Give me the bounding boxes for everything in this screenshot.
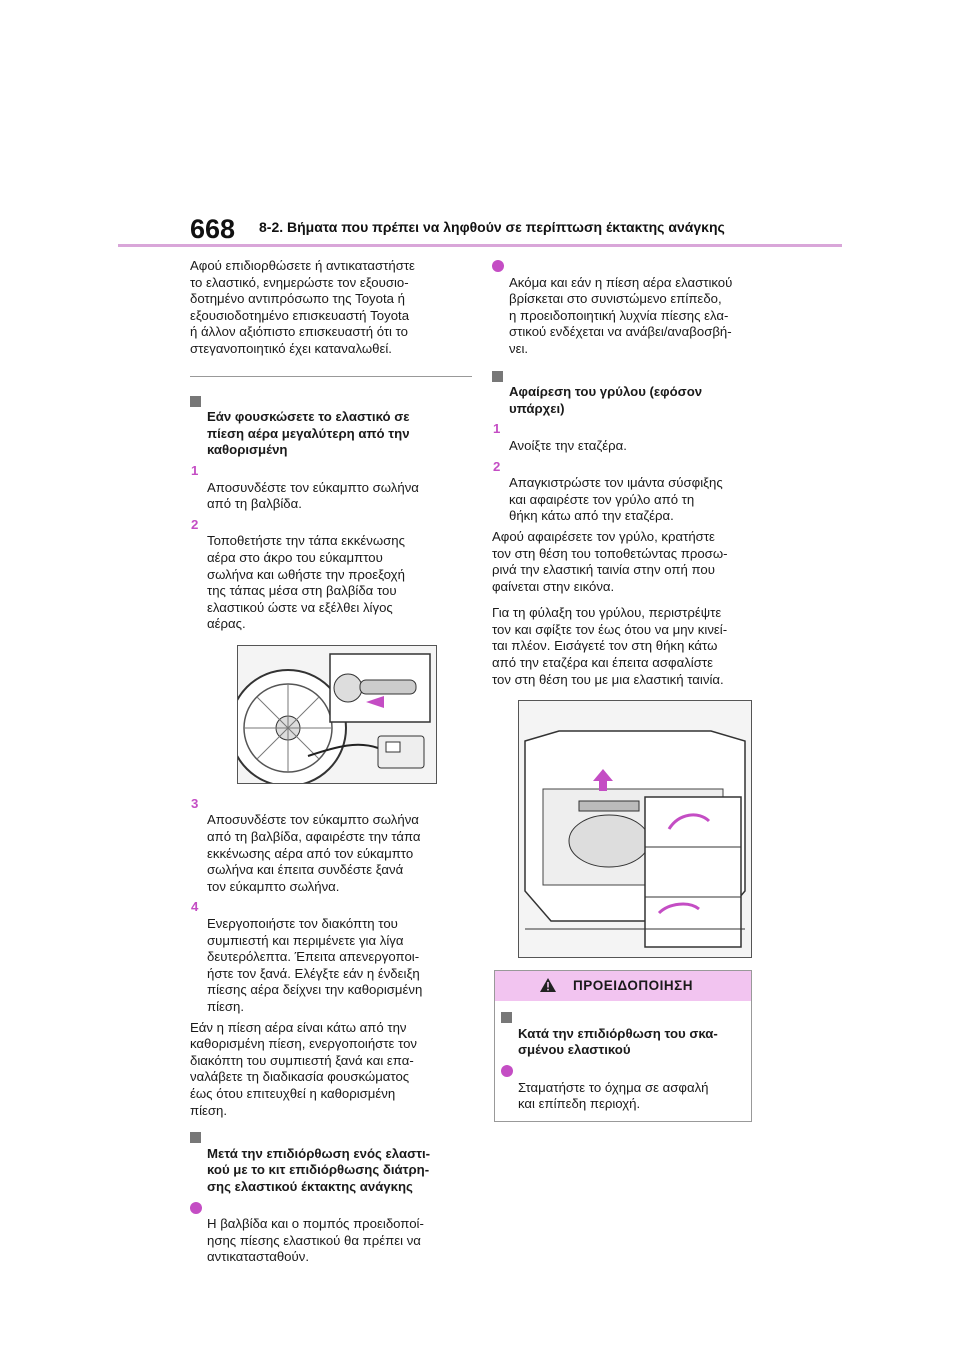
round-bullet-icon (501, 1065, 513, 1077)
step-text: Ενεργοποιήστε τον διακόπτη του συμπιεστή και περιμένετε για λίγα δευτερόλεπτα. Έπειτα απενεργοποι- ήστε τον ξανά. Ελέγξτε εάν η ένδειξη πίεσης αέρα δείχνει την καθορισμένη πίεση. (207, 916, 423, 1014)
step-text: Απαγκιστρώστε τον ιμάντα σύσφιξης και αφαιρέστε τον γρύλο από τη θήκη κάτω από την εταζέρα. (509, 475, 723, 524)
square-bullet-icon (190, 1132, 201, 1143)
step-number: 4 (191, 899, 199, 915)
illustration-valve-cap (237, 645, 437, 784)
intro-paragraph: Αφού επιδιορθώσετε ή αντικαταστήστε το ελαστικό, ενημερώστε τον εξουσιο- δοτημένο αντιπρόσωπο της Toyota ή εξουσιοδοτημένο επισκευαστή Toyota ή άλλον αξιόπιστο επισκευαστή ότι το στεγανοποιητικό έχει καταναλωθεί. (190, 258, 415, 356)
step-text: Αποσυνδέστε τον εύκαμπτο σωλήνα από τη βαλβίδα, αφαιρέστε την τάπα εκκένωσης αέρα από τον εύκαμπτο σωλήνα και έπειτα συνδέστε ξανά τον εύκαμπτο σωλήνα. (207, 812, 421, 894)
section-divider (190, 376, 472, 377)
warning-heading (501, 1009, 745, 1059)
valve-cap-drawing (238, 646, 436, 783)
heading-after-repair (190, 1129, 472, 1195)
pressure-paragraph: Εάν η πίεση αέρα είναι κάτω από την καθορισμένη πίεση, ενεργοποιήστε τον διακόπτη του συμπιεστή ξανά και επα- ναλάβετε τη διαδικασία φουσκώματος έως ότου επιτευχθεί η καθορισμένη πίεση. (190, 1019, 418, 1118)
heading-text: Αφαίρεση του γρύλου (εφόσον υπάρχει) (509, 384, 703, 416)
square-bullet-icon (492, 371, 503, 382)
bullet-text: Σταματήστε το όχημα σε ασφαλή και επίπεδη περιοχή. (518, 1079, 709, 1112)
warning-title: ΠΡΟΕΙΔΟΠΟΙΗΣΗ (573, 978, 693, 994)
heading-text: Μετά την επιδιόρθωση ενός ελαστι- κού με το κιτ επιδιόρθωσης διάτρη- σης ελαστικού έκτακτης ανάγκης (207, 1145, 431, 1194)
step-item (190, 517, 472, 633)
warning-header (495, 971, 751, 1001)
step-number: 1 (493, 421, 501, 437)
step-number: 1 (191, 462, 199, 478)
illustration-jack-trunk (518, 700, 752, 958)
round-bullet-icon (492, 260, 504, 272)
bullet-text: Η βαλβίδα και ο πομπός προειδοποί- ησης πίεσης ελαστικού θα πρέπει να αντικατασταθούν. (207, 1216, 424, 1265)
warning-triangle-icon (539, 977, 557, 993)
step-item (190, 899, 472, 1015)
heading-jack-removal (492, 368, 754, 418)
square-bullet-icon (190, 396, 201, 407)
section-title: 8-2. Βήματα που πρέπει να ληφθούν σε περίπτωση έκτακτης ανάγκης (259, 219, 725, 235)
heading-text: Εάν φουσκώσετε το ελαστικό σε πίεση αέρα μεγαλύτερη από την καθορισμένη (207, 409, 410, 458)
jack-hold-paragraph: Αφού αφαιρέσετε τον γρύλο, κρατήστε τον στη θέση του τοποθετώντας προσω- ρινά την ελαστική ταινία στην οπή που φαίνεται στην εικόνα. (492, 528, 728, 594)
round-bullet-icon (190, 1202, 202, 1214)
page-number: 668 (190, 214, 236, 244)
step-number: 2 (191, 516, 199, 532)
step-text: Αποσυνδέστε τον εύκαμπτο σωλήνα από τη βαλβίδα. (207, 479, 419, 512)
bullet-item (501, 1063, 745, 1113)
warning-body (495, 1001, 751, 1121)
jack-storage-paragraph: Για τη φύλαξη του γρύλου, περιστρέψτε τον και σφίξτε τον έως ότου να μην κινεί- ται πλέον. Εισάγετέ τον στη θήκη κάτω από την εταζέρα και έπειτα ασφαλίστε τον στη θέση του με μια ελαστική ταινία. (492, 605, 728, 687)
trunk-jack-drawing (519, 701, 751, 957)
step-item (492, 421, 754, 454)
header-rule (118, 244, 842, 247)
step-item (492, 459, 754, 525)
square-bullet-icon (501, 1012, 512, 1023)
bullet-item (492, 258, 754, 358)
heading-text: Κατά την επιδιόρθωση του σκα- σμένου ελαστικού (518, 1025, 718, 1058)
step-number: 3 (191, 795, 199, 811)
warning-box (494, 970, 752, 1122)
step-text: Ανοίξτε την εταζέρα. (509, 437, 627, 453)
step-item (190, 463, 472, 513)
bullet-item (190, 1200, 472, 1266)
heading-overinflated (190, 393, 472, 459)
right-column (492, 258, 754, 1122)
bullet-text: Ακόμα και εάν η πίεση αέρα ελαστικού βρίσκεται στο συνιστώμενο επίπεδο, η προειδοποιητική λυχνία πίεσης ελα- στικού ενδέχεται να ανάβει/αναβοσβή- νει. (509, 274, 733, 356)
step-item (190, 796, 472, 896)
left-column (190, 258, 472, 1276)
step-number: 2 (493, 458, 501, 474)
step-text: Τοποθετήστε την τάπα εκκένωσης αέρα στο άκρο του εύκαμπτου σωλήνα και ωθήστε την προεξοχή της τάπας μέσα στη βαλβίδα του ελαστικού ώστε να εξέλθει λίγος αέρας. (207, 533, 405, 632)
